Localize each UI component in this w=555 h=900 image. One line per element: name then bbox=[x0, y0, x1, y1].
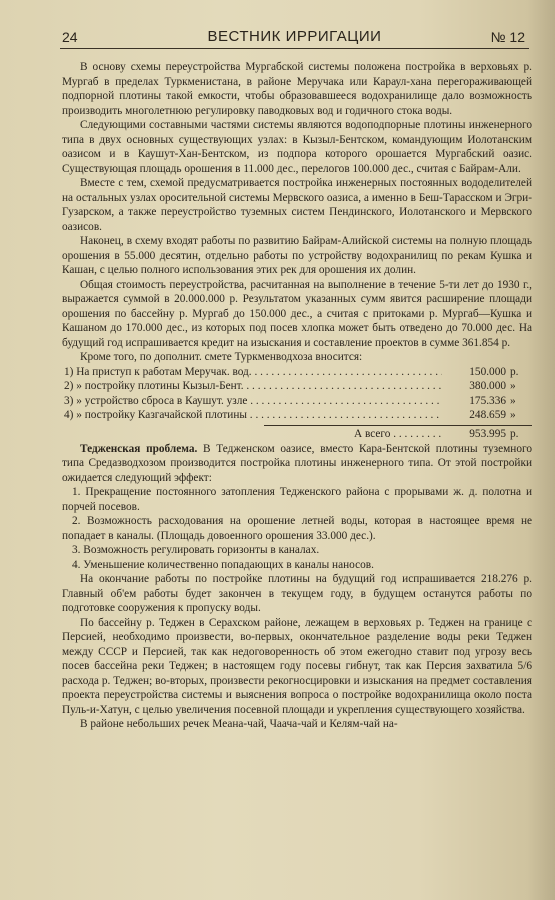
list-item: 1. Прекращение постоянного затопления Тедженского района с прорывами ж. д. полотна и порчей посевов. bbox=[62, 486, 532, 513]
running-header bbox=[60, 26, 529, 49]
amount-unit: р. bbox=[510, 365, 519, 378]
amount-label: 3) » устройство сброса в Каушут. узле . . . bbox=[64, 394, 442, 409]
amount-unit: » bbox=[510, 394, 516, 407]
total-value: 953.995 bbox=[469, 427, 506, 440]
paragraph: Наконец, в схему входят работы по развитию Байрам-Алийской системы на полную площадь орошения в 55.000 десятин, отдельно работы по устройству водохранилищ по рекам Кушка и Кашан, с целью полного использования этих рек для орошения их долин. bbox=[62, 235, 532, 276]
amount-row bbox=[64, 408, 532, 423]
list-item: 4. Уменьшение количественно попадающих в каналы наносов. bbox=[72, 558, 374, 571]
amounts-table bbox=[64, 365, 532, 442]
article-body bbox=[62, 60, 532, 732]
paragraph: Общая стоимость переустройства, расчитанная на выполнение в течение 5-ти лет до 1930 г., выражается суммой в 20.000.000 р. Результатом указанных сумм явится расширение площади орошения по бассейну р. Мургаб до 150.000 дес., а считая с притоками р. Мургаб—Кушка и Кашаном до 170.000 дес., из которых под посев хлопка может быть отведено до 70.000 дес. На будущий год испрашивается кредит на изыскания и составление проектов в сумме 361.854 р. bbox=[62, 278, 532, 349]
paragraph: В основу схемы переустройства Мургабской системы положена постройка в верховьях р. Мургаб в пределах Туркменистана, в районе Меручака или Караул-хана перегораживающей подпорной плотины такой емкости, чтобы образовавшееся водохранилище дало возможность производить многолетнюю регулировку паводковых вод и годичного стока воды. bbox=[62, 61, 532, 117]
amount-value: 380.000 bbox=[469, 380, 506, 392]
amount-label: 2) » постройку плотины Кызыл-Бент. . . . bbox=[64, 379, 442, 394]
paragraph: В районе небольших речек Меана-чай, Чаача-чай и Келям-чай на- bbox=[80, 718, 398, 730]
effects-list bbox=[62, 485, 532, 572]
section-heading: Тедженская проблема. bbox=[80, 442, 198, 455]
paragraph: Следующими составными частями системы являются водоподпорные плотины инженерного типа в двух основных существующих узлах: в Кызыл-Бентском, командующим Иолотанским оазисом и в Каушут-Хан-Бентском, из подпора которого орошается Мургабский оазис. Существующая площадь орошения в 11.000 дес., перелогов 100.000 дес., считая с Байрам-Али. bbox=[62, 119, 532, 175]
page-number: 24 bbox=[62, 29, 78, 45]
list-item: 3. Возможность регулировать горизонты в каналах. bbox=[72, 544, 320, 556]
section-intro: В Тедженском оазисе, вместо Кара-Бентской плотины туземного типа Средазводхозом производится постройка плотины инженерного типа. От этой постройки ожидается следующий эффект: bbox=[62, 442, 532, 484]
amount-value: 248.659 bbox=[469, 409, 506, 421]
paragraph: На окончание работы по постройке плотины на будущий год испрашивается 218.276 р. Главный об'ем работы будет закончен в текущем году, в будущем останутся работы по подготовке сооружения к пропуску воды. bbox=[62, 573, 532, 614]
amount-label: 1) На приступ к работам Меручак. вод. . . . bbox=[64, 365, 442, 380]
total-unit: р. bbox=[510, 427, 519, 440]
amount-row bbox=[64, 365, 532, 380]
journal-title: ВЕСТНИК ИРРИГАЦИИ bbox=[207, 28, 382, 45]
amount-row bbox=[64, 394, 532, 409]
amounts-intro: Кроме того, по дополнит. смете Туркменводхоза вносится: bbox=[80, 351, 363, 363]
paragraph: По бассейну р. Теджен в Серахском районе, лежащем в верховьях р. Теджен на границе с Персией, необходимо произвести, во-первых, окончательное разделение воды реки Теджен между СССР и Персией, так как недоговоренность об этом ежегодно ставит под угрозу весь посев бассейна реки Теджен; в настоящем году посевы гибнут, так как Персия захватила 5/6 расхода р. Теджен; во-вторых, произвести рекогносцировки и изыскания на предмет составления проекта переустройства системы и выяснения вопроса о постройке водохранилища около поста Пуль-и-Хатун, с целью увеличения посевной площади и укрепления существующего хозяйства. bbox=[62, 616, 532, 716]
amount-unit: » bbox=[510, 380, 516, 392]
paragraph: Вместе с тем, схемой предусматривается постройка инженерных постоянных вододелителей на остальных узлах оросительной системы Мервского оазиса, а именно в Беш-Тарасском и Эгри-Гузарском, а также переустройство туземных систем Пендинского, Иолотанского и Мервского оазисов. bbox=[62, 177, 532, 233]
total-label: А всего . . . bbox=[264, 427, 442, 442]
section-paragraph bbox=[62, 442, 532, 486]
amount-unit: » bbox=[510, 409, 516, 421]
issue-number: № 12 bbox=[490, 29, 525, 45]
amount-label: 4) » постройку Казгачайской плотины . . . bbox=[64, 408, 442, 423]
amount-value: 150.000 bbox=[469, 365, 506, 378]
amount-total-row bbox=[264, 425, 532, 442]
amount-value: 175.336 bbox=[469, 394, 506, 407]
amount-row bbox=[64, 379, 532, 394]
list-item: 2. Возможность расходования на орошение летней воды, которая в настоящее время не попадает в каналы. (Площадь довоенного орошения 33.000 дес.). bbox=[62, 515, 532, 542]
